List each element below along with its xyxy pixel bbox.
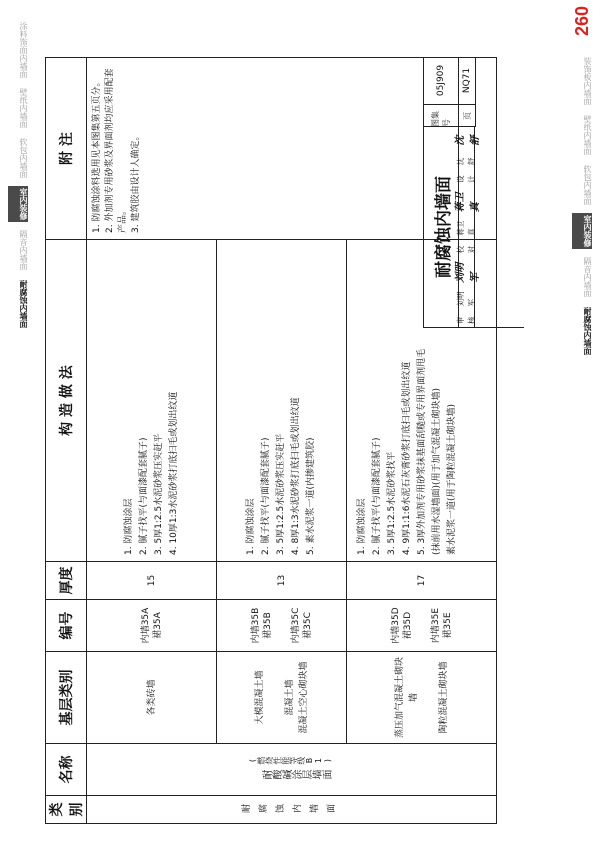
step: 4. 10厚1:3水泥砂浆打底扫毛或划出纹道 bbox=[168, 391, 179, 555]
approval-signature: 蒋卫真 bbox=[455, 192, 481, 213]
name-value: 耐酸碱涂层墙面 bbox=[262, 770, 332, 782]
page-number: 260 bbox=[572, 6, 592, 37]
side-index-item: 壁纸内墙面 bbox=[583, 115, 592, 155]
code-row2-a: 内墙35B bbox=[250, 607, 261, 644]
side-index-item: 室内装修 bbox=[8, 186, 28, 222]
header-name: 名称 bbox=[46, 744, 87, 796]
code-row3-c: 内墙35E bbox=[430, 607, 441, 644]
step: 3. 5厚1:2.5水泥砂浆找平 bbox=[387, 451, 397, 555]
thickness-row2: 13 bbox=[217, 562, 347, 600]
note: 2. 外加剂专用砂浆及界面剂均应采用配套产品。 bbox=[105, 68, 128, 233]
step: 3. 5厚1:2.5水泥砂浆压实赶平 bbox=[153, 433, 164, 555]
step: 2. 腻子找平(与面漆配套腻子) bbox=[138, 437, 149, 555]
side-index-item: 软包内墙面 bbox=[19, 138, 28, 178]
rotated-sheet bbox=[45, 58, 523, 824]
header-thickness: 厚度 bbox=[46, 562, 87, 600]
code-row3-b: 裙35D bbox=[402, 611, 413, 640]
step: 4. 8厚1:3水泥砂浆打底扫毛或划出纹道 bbox=[291, 397, 301, 555]
side-index-left bbox=[8, 20, 28, 336]
step: 5. 素水泥浆一道(内掺建筑胶) bbox=[306, 437, 316, 555]
code-row3-a: 内墙35D bbox=[390, 607, 401, 644]
approval-label: 审核 bbox=[456, 316, 476, 324]
table-row bbox=[87, 58, 217, 824]
base-row3: 蒸压加气混凝土砌块墙 bbox=[394, 657, 419, 739]
base-row3b: 陶粒混凝土砌块墙 bbox=[438, 661, 449, 734]
approval-label: 校对 bbox=[456, 245, 476, 254]
category-value: 耐腐蚀内墙面 bbox=[240, 805, 343, 815]
approval-signature: 刘明军 bbox=[455, 262, 481, 283]
side-index-item: 耐腐蚀内墙面 bbox=[19, 280, 28, 328]
drawing-title: 耐腐蚀内墙面 bbox=[424, 126, 459, 327]
side-index-item: 室内装修 bbox=[572, 213, 592, 249]
approval-name: 蒋卫真 bbox=[456, 220, 476, 236]
step: (抹前用水湿墙面)(用于加气混凝土砌块墙) bbox=[432, 387, 442, 555]
side-index-item: 耐腐蚀内墙面 bbox=[583, 307, 592, 355]
code-row2-d: 裙35C bbox=[302, 612, 313, 639]
step: 5. 3厚外加剂专用砂浆抹基面刮糙或专用界面剂甩毛 bbox=[417, 348, 427, 555]
approval-label: 设计 bbox=[456, 175, 476, 183]
name-note: (燃烧性能等级B1) bbox=[248, 756, 332, 766]
atlas-number: 05J909 bbox=[436, 64, 446, 97]
step: 2. 腻子找平(与面漆配套腻子) bbox=[372, 437, 382, 555]
step: 4. 9厚1:1:6水泥石灰膏砂浆打底扫毛或划出纹道 bbox=[402, 361, 412, 555]
code-row1-b: 裙35A bbox=[152, 612, 163, 639]
header-category: 类别 bbox=[46, 796, 87, 824]
side-index-item: 隔音内墙面 bbox=[583, 257, 592, 297]
approval-name: 刘明军 bbox=[456, 291, 476, 307]
thickness-row3: 17 bbox=[347, 562, 497, 600]
step: 1. 防腐蚀涂层 bbox=[246, 498, 256, 555]
step: 素水泥浆一道(用于陶粒混凝土砌块墙) bbox=[447, 403, 457, 555]
base-row2b: 混凝土墙 bbox=[284, 679, 295, 716]
step: 1. 防腐蚀涂层 bbox=[123, 498, 134, 555]
note: 1. 防腐蚀涂料选用见本图集第五页分。 bbox=[92, 77, 102, 233]
side-index-item: 软包内墙面 bbox=[583, 165, 592, 205]
header-code: 编号 bbox=[46, 600, 87, 652]
base-row2c: 混凝土空心砌块墙 bbox=[298, 661, 309, 734]
side-index-right bbox=[572, 55, 592, 363]
base-row1: 各类砖墙 bbox=[87, 652, 217, 744]
base-row2: 大模混凝土墙 bbox=[254, 670, 265, 725]
side-index-item: 壁纸内墙面 bbox=[19, 88, 28, 128]
step: 3. 5厚1:2.5水泥砂浆压实赶平 bbox=[276, 433, 286, 555]
table-header-row bbox=[46, 58, 87, 824]
step: 2. 腻子找平(与面漆配套腻子) bbox=[261, 437, 271, 555]
approval-name: 沈 舒 bbox=[456, 157, 476, 166]
title-block bbox=[423, 57, 524, 328]
side-index-item: 涂料饰面内墙面 bbox=[19, 22, 28, 78]
side-index-item: 装饰板内墙面 bbox=[583, 57, 592, 105]
code-row3-d: 裙35E bbox=[442, 612, 453, 639]
code-row2-c: 内墙35C bbox=[290, 607, 301, 644]
note: 3. 建筑胶由设计人确定。 bbox=[131, 131, 141, 233]
code-row1-a: 内墙35A bbox=[140, 607, 151, 644]
header-base: 基层类别 bbox=[46, 652, 87, 744]
thickness-row1: 15 bbox=[87, 562, 217, 600]
approval-signature: 沈舒 bbox=[455, 135, 481, 146]
page-label: 页 bbox=[459, 104, 475, 127]
header-method: 构 造 做 法 bbox=[46, 240, 87, 562]
code-row2-b: 裙35B bbox=[262, 612, 273, 639]
approval-row bbox=[455, 126, 481, 327]
side-index-item: 隔音内墙面 bbox=[19, 230, 28, 270]
page-code: NQ71 bbox=[462, 67, 472, 94]
atlas-label: 图集号 bbox=[424, 104, 458, 127]
step: 1. 防腐蚀涂层 bbox=[357, 498, 367, 555]
header-notes: 附 注 bbox=[46, 58, 87, 240]
